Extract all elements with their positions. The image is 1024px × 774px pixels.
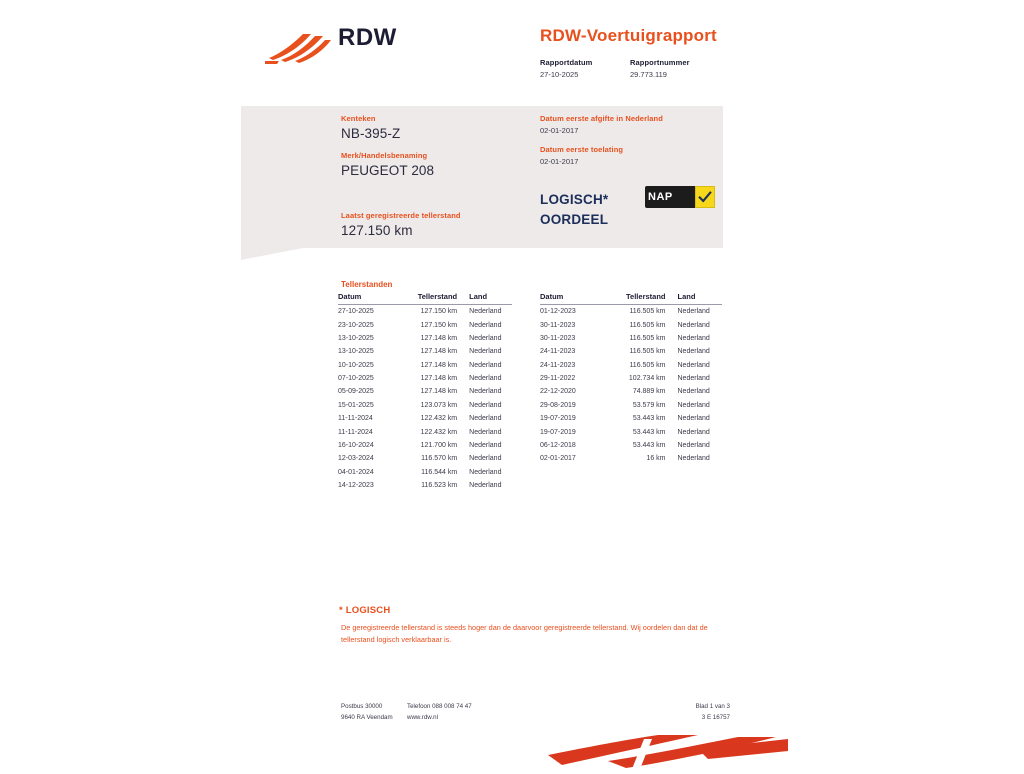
table-row xyxy=(540,332,722,345)
cell-datum: 11-11-2024 xyxy=(338,415,373,423)
table-row xyxy=(540,412,722,425)
cell-datum: 16-10-2024 xyxy=(338,441,374,449)
table-row xyxy=(338,425,512,438)
footer-address-line-1: Postbus 30000 xyxy=(341,703,383,710)
table-row xyxy=(338,385,512,398)
table-row xyxy=(338,479,512,492)
make-model-label: Merk/Handelsbenaming xyxy=(341,151,428,160)
table-header-row xyxy=(540,292,722,305)
cell-land: Nederland xyxy=(469,308,502,316)
page-title: RDW-Voertuigrapport xyxy=(540,26,717,45)
meta-report-number-label: Rapportnummer xyxy=(630,58,690,67)
cell-datum: 13-10-2025 xyxy=(338,348,374,356)
cell-tellerstand: 127.148 km xyxy=(420,361,458,369)
cell-datum: 13-10-2025 xyxy=(338,334,374,342)
cell-tellerstand: 123.073 km xyxy=(420,401,458,409)
cell-land: Nederland xyxy=(677,388,710,396)
table-row xyxy=(540,318,722,331)
table-row xyxy=(540,385,722,398)
make-model-value: PEUGEOT 208 xyxy=(341,163,435,178)
cell-tellerstand: 74.889 km xyxy=(632,388,666,396)
first-issue-field xyxy=(540,114,720,135)
table-row xyxy=(338,372,512,385)
cell-datum: 10-10-2025 xyxy=(338,361,374,369)
cell-datum: 23-10-2025 xyxy=(338,321,374,329)
cell-tellerstand: 116.544 km xyxy=(421,468,458,476)
cell-land: Nederland xyxy=(469,415,502,423)
table-row xyxy=(338,345,512,358)
cell-tellerstand: 53.579 km xyxy=(632,401,666,409)
nap-check-icon xyxy=(695,186,715,208)
rdw-arrow-logo-icon xyxy=(265,28,331,64)
footer-address-line-2: 9640 RA Veendam xyxy=(341,713,393,721)
column-header-datum: Datum xyxy=(338,292,408,305)
nap-badge-label: NAP xyxy=(648,191,673,203)
table-row xyxy=(338,466,512,479)
summary-right-column xyxy=(540,114,720,176)
cell-tellerstand: 116.523 km xyxy=(421,482,458,490)
cell-land: Nederland xyxy=(469,468,502,476)
cell-land: Nederland xyxy=(677,415,710,423)
table-row xyxy=(540,439,722,452)
meta-report-number xyxy=(630,58,692,79)
table-row xyxy=(338,399,512,412)
report-meta xyxy=(540,58,692,79)
cell-land: Nederland xyxy=(677,334,710,342)
cell-tellerstand: 122.432 km xyxy=(420,415,458,423)
cell-datum: 29-11-2022 xyxy=(540,375,576,383)
cell-datum: 30-11-2023 xyxy=(540,334,576,342)
table-row xyxy=(540,345,722,358)
table-row xyxy=(540,452,722,465)
cell-datum: 15-01-2025 xyxy=(338,401,374,409)
cell-datum: 05-09-2025 xyxy=(338,388,374,396)
latest-odometer-value: 127.150 km xyxy=(341,223,413,238)
latest-odometer-field xyxy=(341,211,541,238)
verdict-text xyxy=(540,190,608,229)
footnote-title: * LOGISCH xyxy=(339,605,391,616)
meta-report-number-value: 29.773.119 xyxy=(630,70,667,79)
cell-tellerstand: 127.150 km xyxy=(420,321,458,329)
column-header-datum: Datum xyxy=(540,292,615,305)
meta-report-date xyxy=(540,58,602,79)
table-row xyxy=(338,305,512,319)
rdw-arrow-logo-icon xyxy=(548,735,788,769)
cell-land: Nederland xyxy=(677,375,710,383)
cell-tellerstand: 116.505 km xyxy=(629,334,666,342)
cell-datum: 30-11-2023 xyxy=(540,321,576,329)
cell-tellerstand: 16 km xyxy=(646,455,666,463)
cell-tellerstand: 53.443 km xyxy=(632,415,666,423)
cell-datum: 29-08-2019 xyxy=(540,401,576,409)
cell-land: Nederland xyxy=(677,441,710,449)
cell-datum: 24-11-2023 xyxy=(540,348,576,356)
footnote-body: De geregistreerde tellerstand is steeds hoger dan de daarvoor geregistreerde tellerstand. Wij oordelen dan dat de tellerstand logisch verklaarbaar is. xyxy=(341,623,708,645)
cell-datum: 27-10-2025 xyxy=(338,308,374,316)
cell-land: Nederland xyxy=(469,388,502,396)
cell-land: Nederland xyxy=(469,361,502,369)
first-admission-field xyxy=(540,145,720,166)
footer-website-link[interactable]: www.rdw.nl xyxy=(407,713,438,721)
cell-land: Nederland xyxy=(469,482,502,490)
make-model-field xyxy=(341,151,531,178)
cell-datum: 06-12-2018 xyxy=(540,441,576,449)
cell-tellerstand: 102.734 km xyxy=(628,375,666,383)
cell-tellerstand: 121.700 km xyxy=(420,441,458,449)
column-header-land: Land xyxy=(469,292,512,305)
table-row xyxy=(338,332,512,345)
cell-land: Nederland xyxy=(469,334,502,342)
cell-land: Nederland xyxy=(469,441,502,449)
license-plate-value: NB-395-Z xyxy=(341,126,401,141)
first-issue-label: Datum eerste afgifte in Nederland xyxy=(540,114,663,123)
cell-datum: 01-12-2023 xyxy=(540,308,576,316)
footer-contact xyxy=(407,702,527,723)
page-number: Blad 1 van 3 xyxy=(695,703,730,710)
odometer-table-left xyxy=(338,292,512,492)
cell-tellerstand: 127.148 km xyxy=(420,388,458,396)
meta-report-date-label: Rapportdatum xyxy=(540,58,593,67)
cell-tellerstand: 116.505 km xyxy=(629,321,666,329)
cell-land: Nederland xyxy=(677,321,710,329)
cell-land: Nederland xyxy=(469,348,502,356)
table-header-row xyxy=(338,292,512,305)
table-row xyxy=(338,439,512,452)
verdict-line-1: LOGISCH* xyxy=(540,192,609,207)
column-header-tellerstand: Tellerstand xyxy=(408,292,469,305)
cell-tellerstand: 53.443 km xyxy=(632,441,666,449)
cell-datum: 04-01-2024 xyxy=(338,468,374,476)
table-row xyxy=(540,305,722,319)
table-row xyxy=(540,425,722,438)
cell-tellerstand: 127.148 km xyxy=(420,348,458,356)
cell-land: Nederland xyxy=(469,321,502,329)
first-admission-label: Datum eerste toelating xyxy=(540,145,624,154)
cell-datum: 19-07-2019 xyxy=(540,415,576,423)
odometer-section-title: Tellerstanden xyxy=(341,280,393,289)
footer-page-info xyxy=(620,702,730,723)
cell-land: Nederland xyxy=(469,401,502,409)
cell-land: Nederland xyxy=(469,375,502,383)
table-row xyxy=(540,359,722,372)
brand-name: RDW xyxy=(338,24,397,51)
odometer-table-right xyxy=(540,292,722,466)
table-row xyxy=(338,359,512,372)
column-header-land: Land xyxy=(678,292,723,305)
table-row xyxy=(540,372,722,385)
cell-tellerstand: 127.150 km xyxy=(420,308,458,316)
cell-land: Nederland xyxy=(677,348,710,356)
cell-land: Nederland xyxy=(677,455,710,463)
meta-report-date-value: 27-10-2025 xyxy=(540,70,579,79)
table-row xyxy=(540,399,722,412)
cell-land: Nederland xyxy=(469,455,502,463)
cell-datum: 14-12-2023 xyxy=(338,482,374,490)
cell-tellerstand: 116.505 km xyxy=(629,348,666,356)
cell-tellerstand: 127.148 km xyxy=(420,375,458,383)
cell-datum: 24-11-2023 xyxy=(540,361,576,369)
column-header-tellerstand: Tellerstand xyxy=(615,292,678,305)
cell-tellerstand: 53.443 km xyxy=(632,428,666,436)
cell-tellerstand: 116.570 km xyxy=(421,455,458,463)
footer-phone: Telefoon 088 008 74 47 xyxy=(407,703,472,710)
footer-address xyxy=(341,702,411,723)
table-row xyxy=(338,412,512,425)
license-plate-label: Kenteken xyxy=(341,114,376,123)
cell-datum: 07-10-2025 xyxy=(338,375,374,383)
first-admission-value: 02-01-2017 xyxy=(540,157,579,166)
cell-land: Nederland xyxy=(677,401,710,409)
cell-datum: 19-07-2019 xyxy=(540,428,576,436)
cell-tellerstand: 127.148 km xyxy=(420,334,458,342)
table-row xyxy=(338,318,512,331)
cell-datum: 22-12-2020 xyxy=(540,388,576,396)
panel-notch-decoration xyxy=(241,248,303,260)
table-row xyxy=(338,452,512,465)
first-issue-value: 02-01-2017 xyxy=(540,126,579,135)
license-plate-field xyxy=(341,114,531,141)
document-code: 3 E 16757 xyxy=(701,713,730,721)
latest-odometer-label: Laatst geregistreerde tellerstand xyxy=(341,211,461,220)
verdict-line-2: OORDEEL xyxy=(540,211,609,227)
summary-left-column xyxy=(341,114,531,188)
cell-land: Nederland xyxy=(677,361,710,369)
cell-datum: 12-03-2024 xyxy=(338,455,374,463)
cell-land: Nederland xyxy=(677,308,710,316)
cell-datum: 02-01-2017 xyxy=(540,455,576,463)
status-badge xyxy=(645,186,697,208)
cell-land: Nederland xyxy=(469,428,502,436)
cell-land: Nederland xyxy=(677,428,710,436)
cell-datum: 11-11-2024 xyxy=(338,428,373,436)
cell-tellerstand: 122.432 km xyxy=(420,428,458,436)
cell-tellerstand: 116.505 km xyxy=(629,308,666,316)
cell-tellerstand: 116.505 km xyxy=(629,361,666,369)
